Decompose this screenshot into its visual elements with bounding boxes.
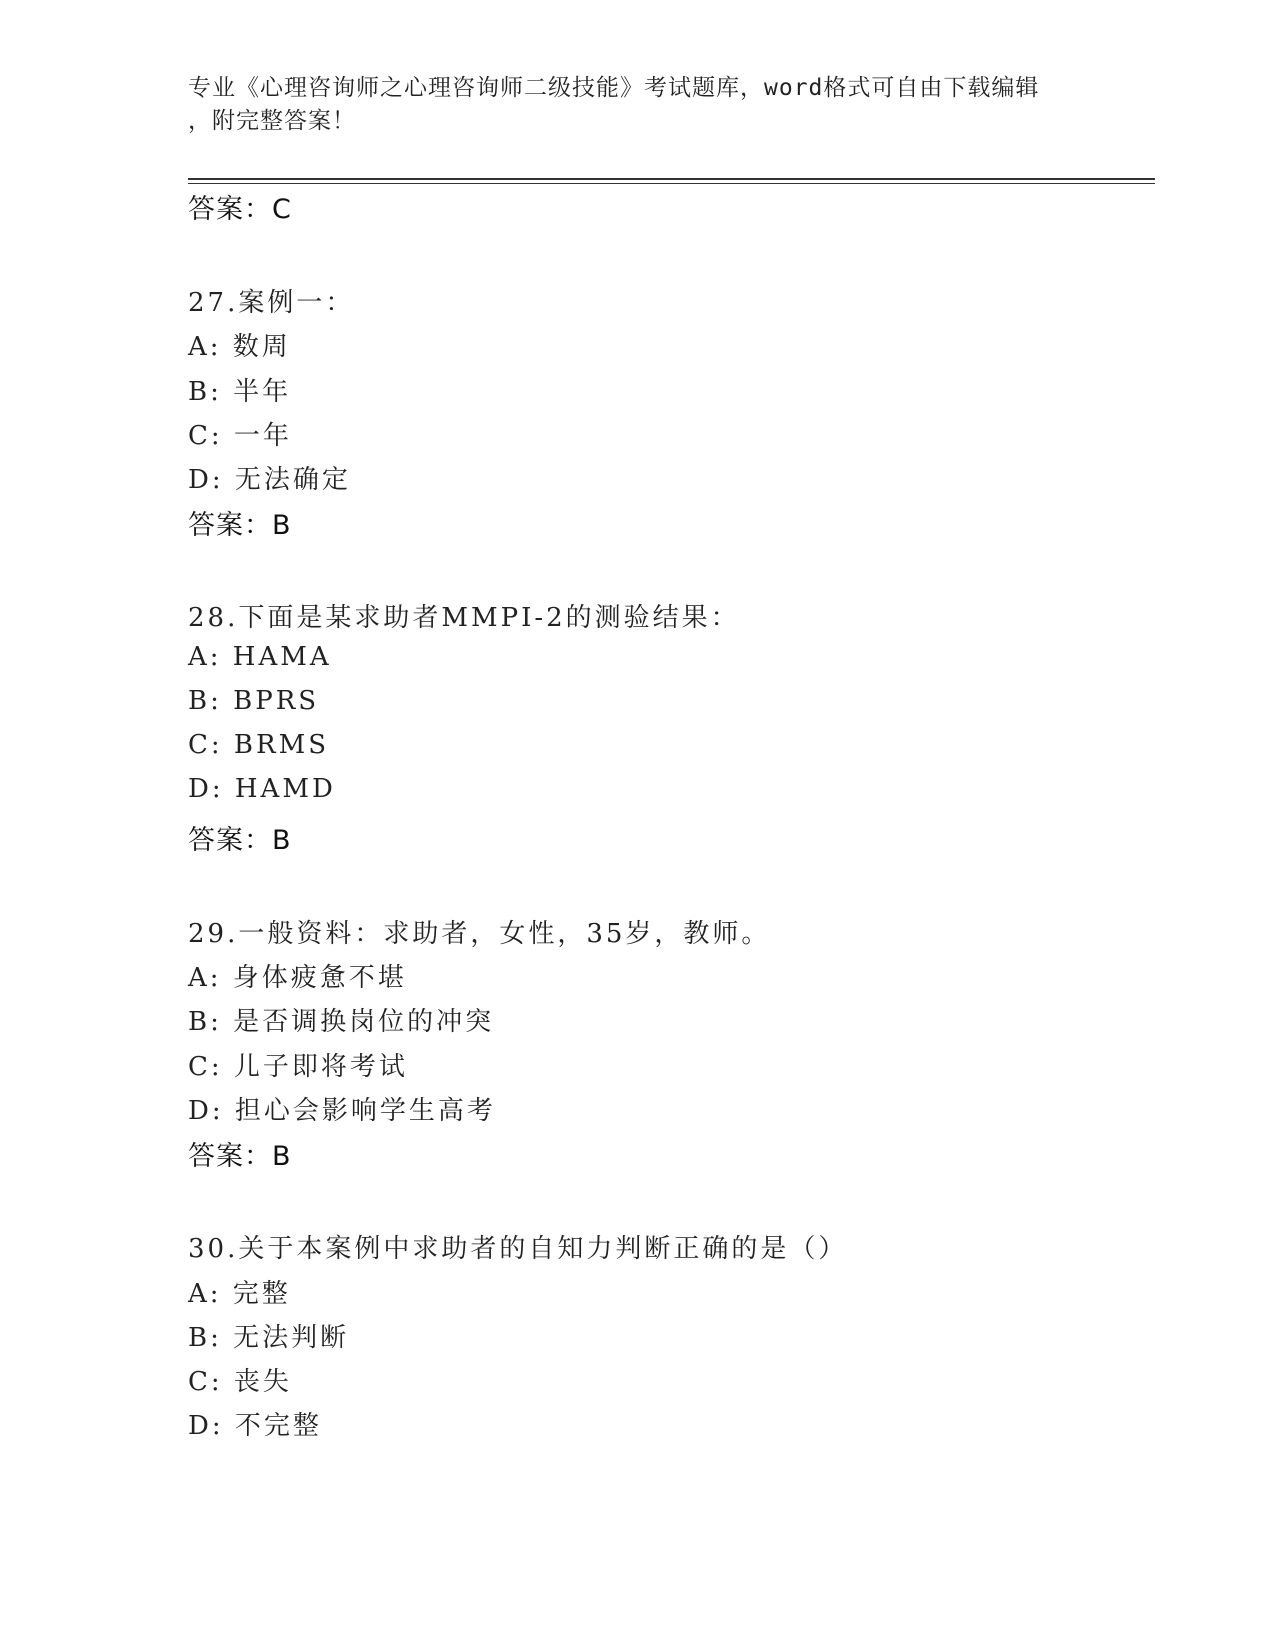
q27-option-d: D: 无法确定 bbox=[188, 465, 351, 495]
header-title-line1: 专业《心理咨询师之心理咨询师二级技能》考试题库，word格式可自由下载编辑 bbox=[188, 75, 1040, 101]
q28-option-c: C: BRMS bbox=[188, 730, 330, 760]
header-divider-bottom bbox=[188, 183, 1155, 184]
header-title-line2: ，附完整答案！ bbox=[188, 108, 356, 134]
q27-option-b: B: 半年 bbox=[188, 377, 292, 407]
q30-option-a: A: 完整 bbox=[188, 1279, 291, 1309]
question-27: 27.案例一： bbox=[188, 288, 355, 318]
q30-option-b: B: 无法判断 bbox=[188, 1323, 350, 1353]
q27-answer: 答案：B bbox=[188, 510, 292, 541]
q28-option-b: B: BPRS bbox=[188, 686, 320, 716]
q27-option-a: A: 数周 bbox=[188, 332, 291, 362]
q28-answer: 答案：B bbox=[188, 825, 292, 856]
q28-option-a: A: HAMA bbox=[188, 642, 332, 672]
document-header bbox=[188, 72, 1088, 138]
question-28: 28.下面是某求助者MMPI-2的测验结果： bbox=[188, 603, 740, 633]
question-30: 30.关于本案例中求助者的自知力判断正确的是（） bbox=[188, 1234, 848, 1264]
q29-option-d: D: 担心会影响学生高考 bbox=[188, 1096, 496, 1126]
answer-prev: 答案：C bbox=[188, 194, 292, 225]
q30-option-d: D: 不完整 bbox=[188, 1411, 322, 1441]
q28-option-d: D: HAMD bbox=[188, 774, 336, 804]
header-divider-top bbox=[188, 178, 1155, 180]
q27-option-c: C: 一年 bbox=[188, 421, 292, 451]
q30-option-c: C: 丧失 bbox=[188, 1367, 292, 1397]
q29-answer: 答案：B bbox=[188, 1141, 292, 1172]
q29-option-c: C: 儿子即将考试 bbox=[188, 1052, 408, 1082]
question-29: 29.一般资料：求助者，女性，35岁，教师。 bbox=[188, 919, 771, 949]
q29-option-b: B: 是否调换岗位的冲突 bbox=[188, 1007, 495, 1037]
q29-option-a: A: 身体疲惫不堪 bbox=[188, 963, 407, 993]
